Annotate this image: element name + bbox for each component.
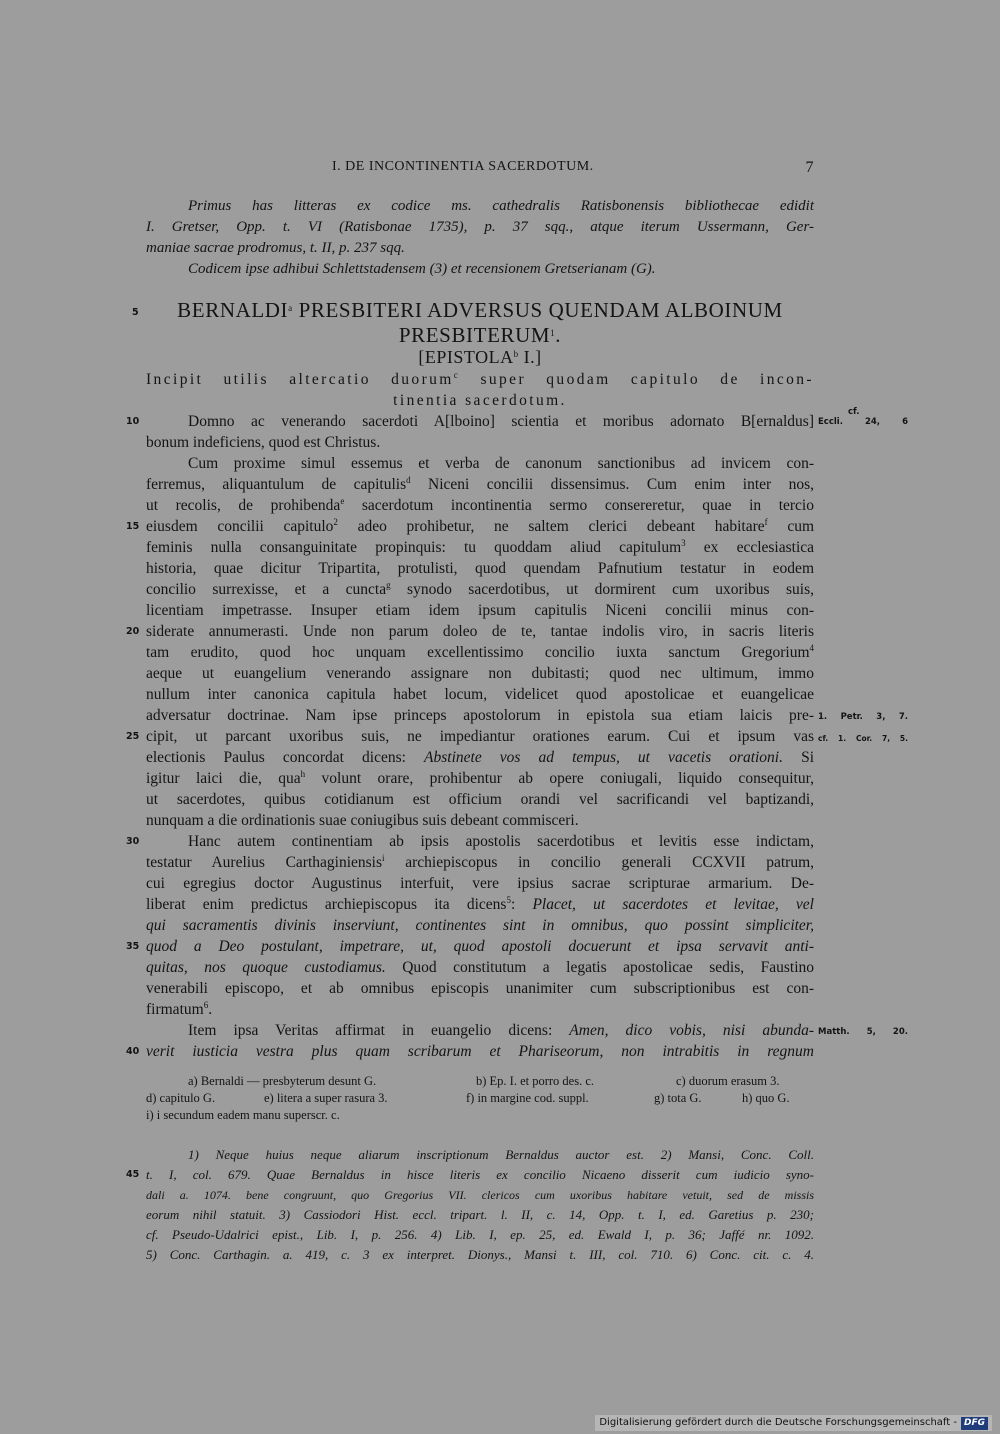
credit-text: Digitalisierung gefördert durch die Deutsche Forschungsgemeinschaft -	[599, 1417, 957, 1428]
title-line-1: BERNALDI$^a$ PRESBITERI ADVERSUS QUENDAM ALBOINUM	[177, 298, 783, 322]
incipit-line: tinentia sacerdotum.	[393, 392, 567, 409]
margin-reference: cf. 1. Cor. 7, 5.	[818, 734, 908, 743]
footnote-line: eorum nihil statuit. 3) Cassiodori Hist. eccl. tripart. l. II, c. 14, Opp. t. I, ed. Garetius p. 230;	[146, 1207, 814, 1222]
text-line: concilio surrexisse, et a cuncta$^g$ synodo sacerdotibus, ut dormirent cum uxoribus suis,	[146, 580, 814, 598]
running-header	[146, 159, 814, 181]
text-line: 25 cipit, ut parcant uxoribus suis, ne impediantur orationes earum. Cui et ipsum vas cf. 1. Cor. 7, 5.	[146, 726, 814, 747]
document-title	[132, 298, 814, 348]
text-line: electionis Paulus concordat dicens: Abstinete vos ad tempus, ut vacetis orationi. Si	[146, 749, 814, 766]
line-number: 30	[126, 836, 140, 847]
editorial-intro	[146, 196, 814, 280]
text-line: adversatur doctrinae. Nam ipse princeps apostolorum in epistola sua etiam laicis pre- 1. Petr. 3, 7.	[146, 705, 814, 726]
footnote-line: cf. Pseudo-Udalrici epist., Lib. I, p. 256. 4) Lib. I, ep. 25, ed. Ewald I, p. 36; Jaffé nr. 1092.	[146, 1227, 814, 1242]
line-number: 20	[126, 626, 140, 637]
text-line: Cum proxime simul essemus et verba de canonum sanctionibus ad invicem con-	[188, 455, 814, 472]
dfg-logo-icon: DFG	[961, 1417, 988, 1430]
line-number: 35	[126, 941, 140, 952]
text-line: Item ipsa Veritas affirmat in euangelio dicens: Amen, dico vobis, nisi abunda- Matth. 5, 20.	[146, 1020, 814, 1041]
text-line: qui sacramentis divinis inserviunt, continentes sint in omnibus, quo possint simpliciter,	[146, 917, 814, 934]
intro-line: I. Gretser, Opp. t. VI (Ratisbonae 1735), p. 37 sqq., atque iterum Ussermann, Ger-	[146, 219, 814, 235]
note-line: i) i secundum eadem manu superscr. c.	[146, 1108, 340, 1122]
incipit	[146, 369, 814, 411]
page-number: 7	[805, 159, 814, 176]
title-line-2: PRESBITERUM$^1$.	[398, 323, 562, 347]
text-line: quitas, nos quoque custodiamus. Quod constitutum a legatis apostolicae sedis, Faustino	[146, 959, 815, 976]
text-line: licentiam impetrasse. Insuper etiam idem ipsum capitulis Niceni concilii minus con-	[146, 602, 814, 619]
footnote-line: 45 t. I, col. 679. Quae Bernaldus in hisce literis ex concilio Nicaeno disserit cum iudicio syno-	[146, 1165, 814, 1185]
text-line: ferremus, aliquantulum de capitulis$^d$ Niceni concilii dissensimus. Cum enim inter nos,	[146, 475, 814, 493]
text-line: aeque ut euangelium venerando assignare non dubitasti; quod nec ultimum, immo	[146, 665, 814, 682]
text-line: ut recolis, de prohibenda$^e$ sacerdotum incontinentia sermo consereretur, quae in tercio	[146, 496, 814, 514]
text-line: nunquam a die ordinationis suae coniugibus suis debeant commisceri.	[146, 812, 579, 829]
footnote-line: dali a. 1074. bene congruunt, quo Gregorius VII. clericos cum uxoribus habitare vetuit, sed de missis	[146, 1188, 814, 1202]
text-line: 30 Hanc autem continentiam ab ipsis apostolis sacerdotibus et levitis esse indictam,	[126, 833, 814, 850]
intro-line: maniae sacrae prodromus, t. II, p. 237 sqq.	[146, 240, 405, 256]
line-number: 45	[126, 1169, 140, 1180]
note-line: d) capitulo G. e) litera a super rasura 3. f) in margine cod. suppl. g) tota G. h) quo G.	[146, 1091, 790, 1105]
running-title: I. DE INCONTINENTIA SACERDOTUM.	[332, 159, 594, 174]
text-line: 10 Domno ac venerando sacerdoti A[lboino] scientia et moribus adornato B[ernaldus] cf. Eccli. 24, 6	[126, 407, 908, 430]
epistola-heading: [EPISTOLA$^b$ I.]	[418, 347, 542, 367]
text-line: igitur laici die, qua$^h$ volunt orare, prohibentur ab opere coniugali, liquido consequitur,	[146, 769, 815, 787]
text-line: firmatum$^6$.	[146, 1000, 213, 1018]
note-line: a) Bernaldi — presbyterum desunt G. b) Ep. I. et porro des. c. c) duorum erasum 3.	[188, 1074, 780, 1088]
footnote-line: 5) Conc. Carthagin. a. 419, c. 3 ex interpret. Dionys., Mansi t. III, col. 710. 6) Conc. cit. c. 4.	[146, 1247, 814, 1262]
margin-reference: 1. Petr. 3, 7.	[818, 712, 908, 722]
text-line: tam erudito, quod hoc unquam excellentissimo concilio iuxta sanctum Gregorium$^4$	[146, 643, 814, 661]
text-line: liberat enim predictus archiepiscopus ita dicens$^5$: Placet, ut sacerdotes et levitae, vel	[146, 895, 814, 913]
letter-body	[126, 407, 908, 1062]
margin-reference: Matth. 5, 20.	[818, 1027, 908, 1037]
text-line: venerabili episcopo, et ab omnibus episcopis unanimiter cum subscriptionibus est con-	[146, 980, 814, 997]
text-line: nullum inter canonica capitula habet locum, videlicet quod apostolicae et euangelicae	[146, 686, 814, 703]
text-line: bonum indeficiens, quod est Christus.	[146, 434, 381, 451]
digitization-credit	[595, 1415, 992, 1431]
text-line: cui egregius doctor Augustinus interfuit, vere ipsius sacrae scripturae armarium. De-	[146, 875, 814, 892]
text-line: 40 verit iusticia vestra plus quam scribarum et Phariseorum, non intrabitis in regnum	[126, 1043, 814, 1060]
line-number: 25	[126, 731, 140, 742]
footnote-line: 1) Neque huius neque aliarum inscriptionum Bernaldus auctor est. 2) Mansi, Conc. Coll.	[188, 1147, 814, 1162]
line-number: 40	[126, 1046, 140, 1057]
footnotes	[126, 1145, 814, 1265]
line-number: 5	[132, 307, 140, 318]
margin-reference: cf. Eccli. 24, 6	[818, 407, 908, 427]
text-line: 15 eiusdem concilii capitulo$^2$ adeo prohibetur, ne saltem clerici debeant habitare$^f$ cum	[126, 517, 815, 535]
intro-line: Primus has litteras ex codice ms. cathedralis Ratisbonensis bibliothecae edidit	[188, 198, 814, 214]
variant-notes	[146, 1073, 814, 1124]
text-line: feminis nulla consanguinitate propinquis: tu quoddam aliud capitulum$^3$ ex ecclesiastica	[146, 538, 815, 556]
text-line: 20 siderate annumerasti. Unde non parum doleo de te, tantae indolis viro, in sacris literis	[126, 623, 814, 640]
text-line: ut sacerdotes, quibus cotidianum est officium orandi vel sacrificandi vel baptizandi,	[146, 791, 814, 808]
text-line: testatur Aurelius Carthaginiensis$^i$ archiepiscopus in concilio generali CCXVII patrum,	[146, 853, 815, 871]
incipit-line: Incipit utilis altercatio duorum$^c$ super quodam capitulo de incon-	[146, 370, 814, 388]
line-number: 15	[126, 521, 140, 532]
intro-line: Codicem ipse adhibui Schlettstadensem (3) et recensionem Gretserianam (G).	[188, 261, 656, 277]
line-number: 10	[126, 416, 140, 427]
text-line: 35 quod a Deo postulant, impetrare, ut, quod apostoli docuerunt et ipsa servavit anti-	[126, 938, 814, 955]
text-line: historia, quae dicitur Tripartita, protulisti, quod quendam Pafnutium testatur in eodem	[146, 560, 814, 577]
